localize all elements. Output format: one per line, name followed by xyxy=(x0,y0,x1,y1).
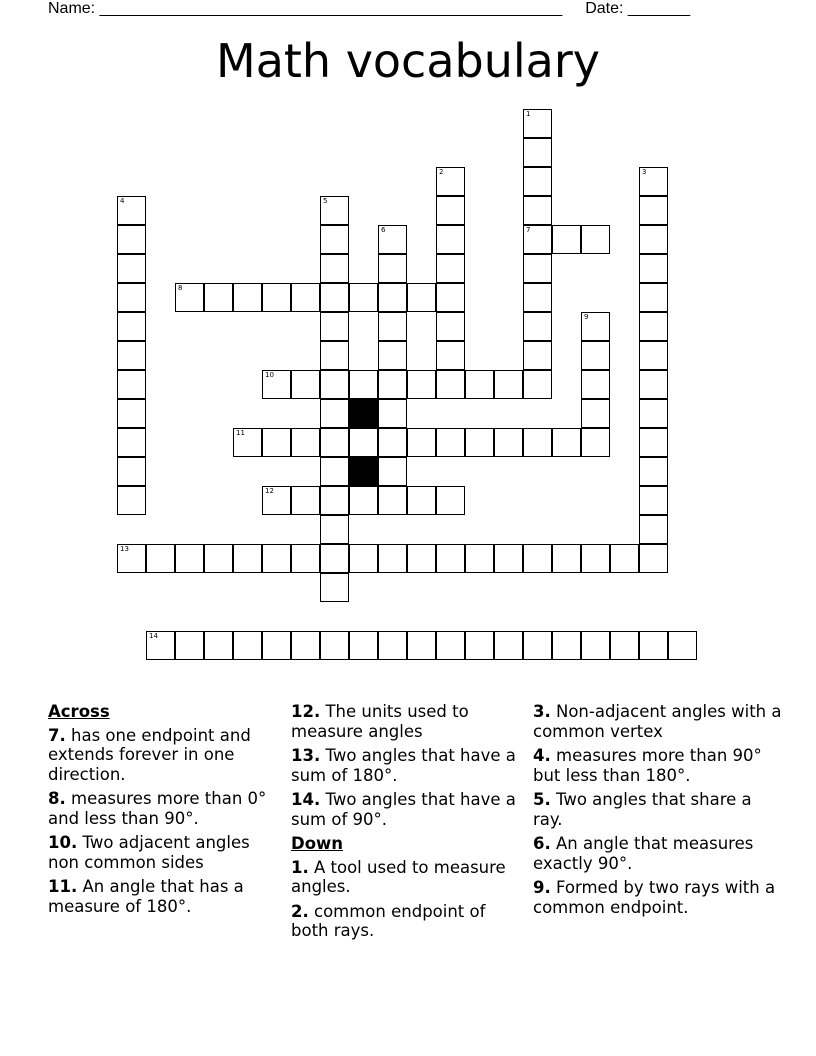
clue-item xyxy=(291,702,523,741)
crossword-cell[interactable] xyxy=(581,370,610,399)
crossword-cell[interactable] xyxy=(639,544,668,573)
name-blank[interactable]: ____________________________________________________ xyxy=(99,0,563,17)
crossword-cell[interactable] xyxy=(233,631,262,660)
clue-number: 10 xyxy=(265,371,274,379)
crossword-cell[interactable] xyxy=(552,225,581,254)
crossword-cell[interactable] xyxy=(117,225,146,254)
crossword-cell[interactable] xyxy=(639,341,668,370)
crossword-cell[interactable] xyxy=(436,341,465,370)
crossword-cell[interactable] xyxy=(407,486,436,515)
clue-number-label: 5. xyxy=(533,790,551,809)
clue-number: 12 xyxy=(265,487,274,495)
crossword-cell[interactable] xyxy=(523,544,552,573)
crossword-cell[interactable] xyxy=(639,428,668,457)
crossword-cell[interactable] xyxy=(117,312,146,341)
crossword-cell[interactable] xyxy=(639,312,668,341)
clue-number: 13 xyxy=(120,545,129,553)
clue-number-label: 3. xyxy=(533,702,551,721)
crossword-cell[interactable] xyxy=(378,254,407,283)
crossword-cell[interactable] xyxy=(378,486,407,515)
crossword-cell[interactable] xyxy=(378,312,407,341)
crossword-cell[interactable] xyxy=(175,631,204,660)
crossword-cell[interactable] xyxy=(291,486,320,515)
clue-text: Two angles that share a ray. xyxy=(533,790,752,829)
clue-number-label: 13. xyxy=(291,746,321,765)
crossword-cell[interactable] xyxy=(320,312,349,341)
crossword-black-cell xyxy=(349,399,378,428)
crossword-cell[interactable] xyxy=(581,312,610,341)
crossword-cell[interactable] xyxy=(378,428,407,457)
crossword-cell[interactable] xyxy=(436,254,465,283)
crossword-cell[interactable] xyxy=(378,457,407,486)
crossword-cell[interactable] xyxy=(320,196,349,225)
clue-text: Two angles that have a sum of 180°. xyxy=(291,746,516,785)
clue-item xyxy=(291,746,523,785)
crossword-cell[interactable] xyxy=(639,631,668,660)
clue-item xyxy=(291,790,523,829)
crossword-cell[interactable] xyxy=(320,457,349,486)
crossword-cell[interactable] xyxy=(552,428,581,457)
clue-item xyxy=(533,834,783,873)
clue-text: common endpoint of both rays. xyxy=(291,901,486,940)
crossword-cell[interactable] xyxy=(262,486,291,515)
down-heading: Down xyxy=(291,834,344,853)
crossword-cell[interactable] xyxy=(523,138,552,167)
crossword-cell[interactable] xyxy=(320,573,349,602)
clue-number: 4 xyxy=(120,197,125,205)
clue-number: 3 xyxy=(642,168,647,176)
clue-text: Formed by two rays with a common endpoint. xyxy=(533,878,776,917)
crossword-black-cell xyxy=(349,457,378,486)
crossword-cell[interactable] xyxy=(117,283,146,312)
crossword-cell[interactable] xyxy=(117,399,146,428)
date-blank[interactable]: _______ xyxy=(627,0,691,17)
crossword-cell[interactable] xyxy=(117,486,146,515)
name-label: Name: xyxy=(48,0,96,17)
crossword-cell[interactable] xyxy=(407,283,436,312)
crossword-cell[interactable] xyxy=(436,631,465,660)
crossword-cell[interactable] xyxy=(146,631,175,660)
crossword-cell[interactable] xyxy=(320,254,349,283)
crossword-cell[interactable] xyxy=(117,544,146,573)
crossword-cell[interactable] xyxy=(523,428,552,457)
crossword-cell[interactable] xyxy=(523,225,552,254)
crossword-cell[interactable] xyxy=(175,544,204,573)
crossword-cell[interactable] xyxy=(639,457,668,486)
clues-column-3 xyxy=(533,702,783,922)
clue-text: Non-adjacent angles with a common vertex xyxy=(533,702,782,741)
clue-number-label: 11. xyxy=(48,877,78,896)
crossword-cell[interactable] xyxy=(639,515,668,544)
crossword-cell[interactable] xyxy=(465,370,494,399)
crossword-cell[interactable] xyxy=(581,544,610,573)
clue-number-label: 4. xyxy=(533,746,551,765)
crossword-cell[interactable] xyxy=(262,428,291,457)
crossword-cell[interactable] xyxy=(436,283,465,312)
crossword-cell[interactable] xyxy=(436,544,465,573)
crossword-cell[interactable] xyxy=(639,225,668,254)
clue-text: measures more than 0° and less than 90°. xyxy=(48,789,267,828)
crossword-cell[interactable] xyxy=(552,631,581,660)
crossword-cell[interactable] xyxy=(465,631,494,660)
crossword-cell[interactable] xyxy=(523,167,552,196)
page-title: Math vocabulary xyxy=(216,34,600,88)
clue-item xyxy=(291,858,523,897)
crossword-cell[interactable] xyxy=(523,341,552,370)
crossword-cell[interactable] xyxy=(378,370,407,399)
crossword-cell[interactable] xyxy=(639,370,668,399)
clue-number: 2 xyxy=(439,168,444,176)
crossword-cell[interactable] xyxy=(349,486,378,515)
crossword-cell[interactable] xyxy=(349,370,378,399)
clue-number-label: 12. xyxy=(291,702,321,721)
clue-number: 1 xyxy=(526,110,531,118)
clue-number-label: 6. xyxy=(533,834,551,853)
crossword-cell[interactable] xyxy=(494,428,523,457)
crossword-cell[interactable] xyxy=(523,283,552,312)
crossword-cell[interactable] xyxy=(552,544,581,573)
crossword-cell[interactable] xyxy=(262,283,291,312)
crossword-cell[interactable] xyxy=(523,631,552,660)
clue-text: Two adjacent angles non common sides xyxy=(48,833,250,872)
crossword-cell[interactable] xyxy=(436,486,465,515)
clue-number-label: 9. xyxy=(533,878,551,897)
crossword-cell[interactable] xyxy=(436,312,465,341)
crossword-cell[interactable] xyxy=(610,631,639,660)
crossword-cell[interactable] xyxy=(117,428,146,457)
clue-number: 5 xyxy=(323,197,328,205)
crossword-cell[interactable] xyxy=(407,544,436,573)
clue-text: Two angles that have a sum of 90°. xyxy=(291,790,516,829)
clue-number-label: 7. xyxy=(48,725,66,745)
crossword-cell[interactable] xyxy=(204,544,233,573)
clue-number: 14 xyxy=(149,632,158,640)
crossword-cell[interactable] xyxy=(639,196,668,225)
crossword-cell[interactable] xyxy=(320,544,349,573)
clue-number: 11 xyxy=(236,429,245,437)
crossword-cell[interactable] xyxy=(378,341,407,370)
crossword-cell[interactable] xyxy=(610,544,639,573)
crossword-cell[interactable] xyxy=(349,428,378,457)
clues-column-1 xyxy=(48,702,280,921)
crossword-cell[interactable] xyxy=(117,341,146,370)
crossword-cell[interactable] xyxy=(639,283,668,312)
crossword-cell[interactable] xyxy=(117,196,146,225)
crossword-cell[interactable] xyxy=(378,283,407,312)
clue-text: An angle that has a measure of 180°. xyxy=(48,877,244,916)
crossword-cell[interactable] xyxy=(639,399,668,428)
crossword-cell[interactable] xyxy=(465,428,494,457)
crossword-cell[interactable] xyxy=(204,283,233,312)
clue-number-label: 2. xyxy=(291,901,309,921)
crossword-cell[interactable] xyxy=(233,428,262,457)
across-heading: Across xyxy=(48,702,110,721)
clue-item xyxy=(533,878,783,917)
crossword-cell[interactable] xyxy=(320,283,349,312)
clue-item xyxy=(48,789,280,828)
crossword-cell[interactable] xyxy=(146,544,175,573)
crossword-cell[interactable] xyxy=(291,544,320,573)
crossword-cell[interactable] xyxy=(320,428,349,457)
clue-item xyxy=(533,790,783,829)
crossword-cell[interactable] xyxy=(494,544,523,573)
crossword-cell[interactable] xyxy=(581,341,610,370)
crossword-cell[interactable] xyxy=(436,167,465,196)
crossword-cell[interactable] xyxy=(523,109,552,138)
crossword-cell[interactable] xyxy=(233,283,262,312)
crossword-cell[interactable] xyxy=(262,631,291,660)
crossword-cell[interactable] xyxy=(465,544,494,573)
clues-column-2 xyxy=(291,702,523,946)
crossword-cell[interactable] xyxy=(262,370,291,399)
crossword-cell[interactable] xyxy=(436,196,465,225)
crossword-cell[interactable] xyxy=(639,167,668,196)
clue-item xyxy=(533,746,783,785)
crossword-cell[interactable] xyxy=(639,254,668,283)
clue-item xyxy=(533,702,783,741)
crossword-cell[interactable] xyxy=(581,399,610,428)
crossword-cell[interactable] xyxy=(291,631,320,660)
crossword-cell[interactable] xyxy=(204,631,233,660)
clue-number: 7 xyxy=(526,226,531,234)
crossword-cell[interactable] xyxy=(117,254,146,283)
crossword-cell[interactable] xyxy=(320,631,349,660)
clue-text: The units used to measure angles xyxy=(291,702,469,741)
crossword-cell[interactable] xyxy=(320,225,349,254)
crossword-cell[interactable] xyxy=(117,457,146,486)
crossword-cell[interactable] xyxy=(320,341,349,370)
crossword-cell[interactable] xyxy=(581,225,610,254)
crossword-cell[interactable] xyxy=(639,486,668,515)
clue-number: 6 xyxy=(381,226,386,234)
crossword-cell[interactable] xyxy=(494,631,523,660)
crossword-cell[interactable] xyxy=(436,225,465,254)
crossword-cell[interactable] xyxy=(349,544,378,573)
clue-text: measures more than 90° but less than 180°. xyxy=(533,746,762,785)
crossword-cell[interactable] xyxy=(320,370,349,399)
crossword-cell[interactable] xyxy=(320,399,349,428)
crossword-cell[interactable] xyxy=(407,370,436,399)
crossword-cell[interactable] xyxy=(523,370,552,399)
crossword-cell[interactable] xyxy=(320,515,349,544)
crossword-cell[interactable] xyxy=(407,428,436,457)
clue-item xyxy=(291,902,523,941)
crossword-cell[interactable] xyxy=(494,370,523,399)
clue-item xyxy=(48,833,280,872)
clue-number: 9 xyxy=(584,313,589,321)
clue-item xyxy=(48,877,280,916)
crossword-cell[interactable] xyxy=(291,370,320,399)
crossword-cell[interactable] xyxy=(436,428,465,457)
crossword-cell[interactable] xyxy=(320,486,349,515)
date-label: Date: xyxy=(585,0,624,17)
crossword-cell[interactable] xyxy=(668,631,697,660)
clue-number-label: 10. xyxy=(48,833,78,852)
crossword-cell[interactable] xyxy=(581,631,610,660)
crossword-cell[interactable] xyxy=(291,283,320,312)
crossword-cell[interactable] xyxy=(378,225,407,254)
crossword-cell[interactable] xyxy=(523,254,552,283)
crossword-cell[interactable] xyxy=(378,631,407,660)
crossword-cell[interactable] xyxy=(581,428,610,457)
crossword-cell[interactable] xyxy=(175,283,204,312)
clue-number-label: 14. xyxy=(291,790,321,809)
crossword-cell[interactable] xyxy=(407,631,436,660)
clue-text: A tool used to measure angles. xyxy=(291,857,506,896)
crossword-cell[interactable] xyxy=(378,399,407,428)
crossword-cell[interactable] xyxy=(523,312,552,341)
crossword-cell[interactable] xyxy=(262,544,291,573)
clue-text: has one endpoint and extends forever in one direction. xyxy=(48,725,251,784)
clue-number-label: 1. xyxy=(291,857,309,877)
crossword-cell[interactable] xyxy=(436,370,465,399)
clue-item xyxy=(48,726,280,785)
clue-text: An angle that measures exactly 90°. xyxy=(533,834,754,873)
crossword-cell[interactable] xyxy=(378,544,407,573)
crossword-cell[interactable] xyxy=(349,631,378,660)
clue-number: 8 xyxy=(178,284,183,292)
crossword-cell[interactable] xyxy=(117,370,146,399)
clue-number-label: 8. xyxy=(48,789,66,808)
crossword-cell[interactable] xyxy=(233,544,262,573)
crossword-cell[interactable] xyxy=(349,283,378,312)
crossword-cell[interactable] xyxy=(523,196,552,225)
crossword-cell[interactable] xyxy=(291,428,320,457)
